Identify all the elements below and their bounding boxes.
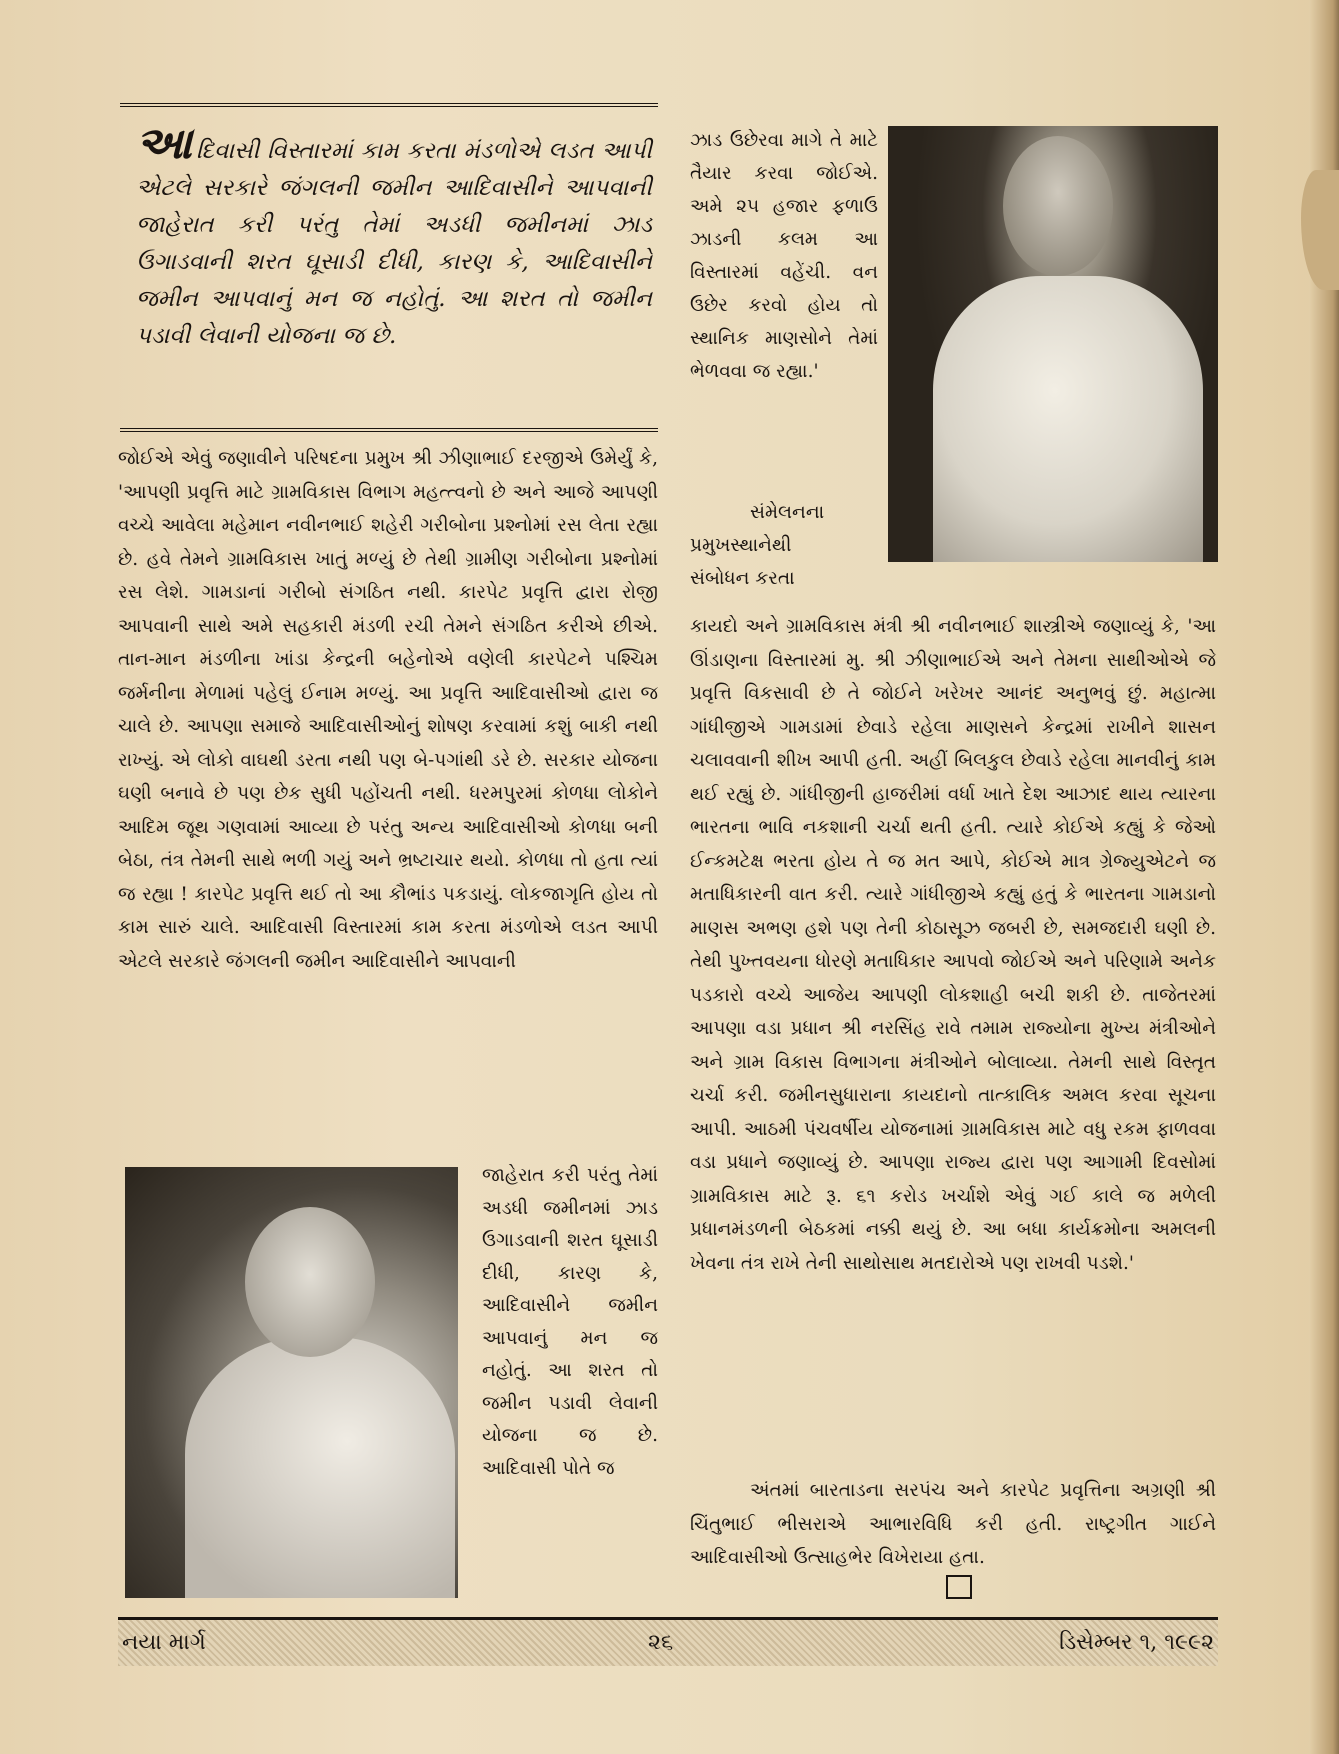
pull-quote-box	[120, 103, 658, 432]
photo-figure-robe	[933, 276, 1203, 562]
photo-caption	[690, 496, 870, 595]
footer-page-number: ૨૬	[648, 1630, 674, 1655]
left-narrow-text: જાહેરાત કરી પરંતુ તેમાં અડધી જમીનમાં ઝાડ ઉગાડવાની શરત ઘૂસાડી દીધી, કારણ કે, આદિવાસીને જમીન આપવાનું મન જ નહોતું. આ શરત તો જમીન પડાવી લેવાની યોજના જ છે. આદિવાસી પોતે જ	[482, 1165, 658, 1479]
end-mark	[946, 1575, 972, 1599]
closing-paragraph: અંતમાં બારતાડના સરપંચ અને કારપેટ પ્રવૃત્તિના અગ્રણી શ્રી ચિંતુભાઈ ભીસરાએ આભારવિધિ કરી હતી. રાષ્ટ્રગીત ગાઈને આદિવાસીઓ ઉત્સાહભેર વિખેરાયા હતા.	[690, 1480, 1216, 1568]
pull-quote-lead: આ	[136, 118, 192, 169]
page-footer	[118, 1617, 1218, 1666]
right-narrow-text: ઝાડ ઉછેરવા માગે તે માટે તૈયાર કરવા જોઈએ. અમે ૨૫ હજાર ફળાઉ ઝાડની કલમ આ વિસ્તારમાં વહેંચી. વન ઉછેર કરવો હોય તો સ્થાનિક માણસોને તેમાં ભેળવવા જ રહ્યા.'	[690, 130, 878, 382]
pull-quote-body: દિવાસી વિસ્તારમાં કામ કરતા મંડળોએ લડત આપી એટલે સરકારે જંગલની જમીન આદિવાસીને આપવાની જાહેરાત કરી પરંતુ તેમાં અડધી જમીનમાં ઝાડ ઉગાડવાની શરત ઘૂસાડી દીધી, કારણ કે, આદિવાસીને જમીન આપવાનું મન જ નહોતું. આ શરત તો જમીન પડાવી લેવાની યોજના જ છે.	[136, 138, 652, 349]
footer-publication: નયા માર્ગ	[122, 1630, 206, 1655]
pull-quote-text	[136, 118, 652, 355]
footer-date: ડિસેમ્બર ૧, ૧૯૯૨	[1059, 1630, 1214, 1655]
caption-line-2: પ્રમુખસ્થાનેથી	[690, 535, 792, 556]
photo-figure-body	[185, 1337, 455, 1598]
caption-line-1: સંમેલનના	[750, 502, 825, 523]
caption-line-3: સંબોધન કરતા	[690, 568, 795, 589]
speaker-photo-bottom	[125, 1167, 458, 1598]
right-main-text: કાયદો અને ગ્રામવિકાસ મંત્રી શ્રી નવીનભાઈ શાસ્ત્રીએ જણાવ્યું કે, 'આ ઊંડાણના વિસ્તારમાં મુ. શ્રી ઝીણાભાઈએ અને તેમના સાથીઓએ જે પ્રવૃત્તિ વિકસાવી છે તે જોઈને ખરેખર આનંદ અનુભવું છું. મહાત્મા ગાંધીજીએ ગામડામાં છેવાડે રહેલા માણસને કેન્દ્રમાં રાખીને શાસન ચલાવવાની શીખ આપી હતી. અહીં બિલકુલ છેવાડે રહેલા માનવીનું કામ થઈ રહ્યું છે. ગાંધીજીની હાજરીમાં વર્ધા ખાતે દેશ આઝાદ થાય ત્યારના ભારતના ભાવિ નકશાની ચર્ચા થતી હતી. ત્યારે કોઈએ કહ્યું કે જેઓ ઈન્કમટેક્ષ ભરતા હોય તે જ મત આપે, કોઈએ માત્ર ગ્રેજ્યુએટને જ મતાધિકારની વાત કરી. ત્યારે ગાંધીજીએ કહ્યું હતું કે ભારતના ગામડાનો માણસ અભણ હશે પણ તેની કોઠાસૂઝ જબરી છે, સમજદારી ઘણી છે. તેથી પુખ્તવયના ધોરણે મતાધિકાર આપવો જોઈએ અને પરિણામે અનેક પડકારો વચ્ચે આજેય આપણી લોકશાહી બચી શકી છે. તાજેતરમાં આપણા વડા પ્રધાન શ્રી નરસિંહ રાવે તમામ રાજ્યોના મુખ્ય મંત્રીઓને અને ગ્રામ વિકાસ વિભાગના મંત્રીઓને બોલાવ્યા. તેમની સાથે વિસ્તૃત ચર્ચા કરી. જમીનસુધારાના કાયદાનો તાત્કાલિક અમલ કરવા સૂચના આપી. આઠમી પંચવર્ષીય યોજનામાં ગ્રામવિકાસ માટે વધુ રકમ ફાળવવા વડા પ્રધાને જણાવ્યું છે. આપણા રાજ્ય દ્વારા પણ આગામી દિવસોમાં ગ્રામવિકાસ માટે રૂ. ૬૧ કરોડ ખર્ચાશે એવું ગઈ કાલે જ મળેલી પ્રધાનમંડળની બેઠકમાં નક્કી થયું છે. આ બધા કાર્યક્રમોના અમલની ખેવના તંત્ર રાખે તેની સાથોસાથ મતદારોએ પણ રાખવી પડશે.'	[690, 616, 1216, 1274]
photo-figure-head	[1003, 136, 1113, 276]
left-column-text: જોઈએ એવું જણાવીને પરિષદના પ્રમુખ શ્રી ઝીણાભાઈ દરજીએ ઉમેર્યું કે, 'આપણી પ્રવૃત્તિ માટે ગ્રામવિકાસ વિભાગ મહત્ત્વનો છે અને આજે આપણી વચ્ચે આવેલા મહેમાન નવીનભાઈ શહેરી ગરીબોના પ્રશ્નોમાં રસ લેતા રહ્યા છે. હવે તેમને ગ્રામવિકાસ ખાતું મળ્યું છે તેથી ગ્રામીણ ગરીબોના પ્રશ્નોમાં રસ લેશે. ગામડાનાં ગરીબો સંગઠિત નથી. કારપેટ પ્રવૃત્તિ દ્વારા રોજી આપવાની સાથે અમે સહકારી મંડળી રચી તેમને સંગઠિત કરીએ છીએ. તાન-માન મંડળીના ખાંડા કેન્દ્રની બહેનોએ વણેલી કારપેટને પશ્ચિમ જર્મનીના મેળામાં પહેલું ઈનામ મળ્યું. આ પ્રવૃત્તિ આદિવાસીઓ દ્વારા જ ચાલે છે. આપણા સમાજે આદિવાસીઓનું શોષણ કરવામાં કશું બાકી નથી રાખ્યું. એ લોકો વાઘથી ડરતા નથી પણ બે-પગાંથી ડરે છે. સરકાર યોજના ઘણી બનાવે છે પણ છેક સુધી પહોંચતી નથી. ધરમપુરમાં કોળધા લોકોને આદિમ જૂથ ગણવામાં આવ્યા છે પરંતુ અન્ય આદિવાસીઓ કોળધા બની બેઠા, તંત્ર તેમની સાથે ભળી ગયું અને ભ્રષ્ટાચાર થયો. કોળધા તો હતા ત્યાં જ રહ્યા ! કારપેટ પ્રવૃત્તિ થઈ તો આ કૌભાંડ પકડાયું. લોકજાગૃતિ હોય તો કામ સારું ચાલે. આદિવાસી વિસ્તારમાં કામ કરતા મંડળોએ લડત આપી એટલે સરકારે જંગલની જમીન આદિવાસીને આપવાની	[118, 448, 658, 972]
photo-figure-head	[245, 1207, 375, 1357]
speaker-photo-top	[888, 126, 1218, 562]
